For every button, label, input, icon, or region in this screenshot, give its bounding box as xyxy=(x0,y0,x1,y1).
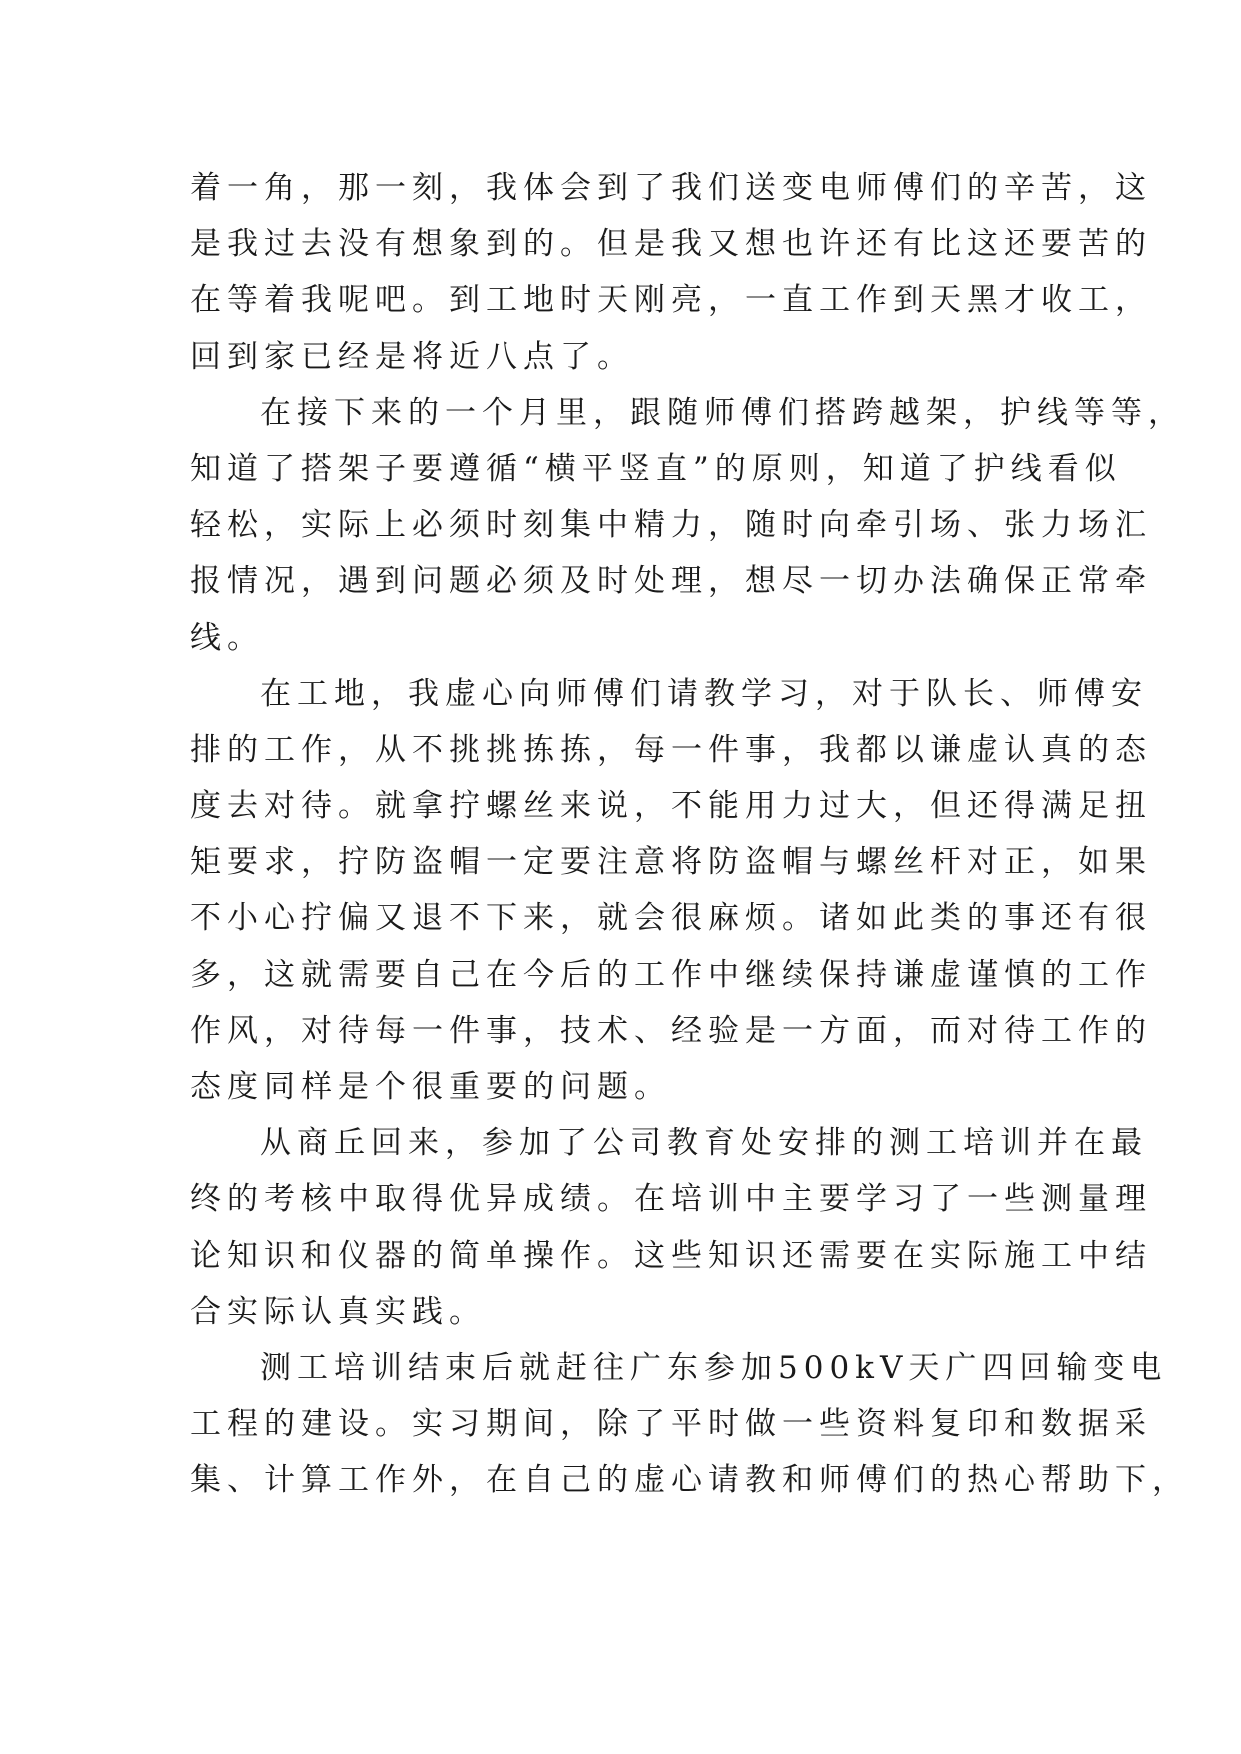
text-line: 合实际认真实践。 xyxy=(190,1293,486,1330)
text-line: 矩要求，拧防盗帽一定要注意将防盗帽与螺丝杆对正，如果 xyxy=(190,844,1152,881)
text-line: 作风，对待每一件事，技术、经验是一方面，而对待工作的 xyxy=(190,1012,1152,1049)
text-line: 着一角，那一刻，我体会到了我们送变电师傅们的辛苦，这 xyxy=(190,170,1152,206)
text-line: 在等着我呢吧。到工地时天刚亮，一直工作到天黑才收工， xyxy=(190,282,1152,319)
text-line: 报情况，遇到问题必须及时处理，想尽一切办法确保正常牵 xyxy=(190,563,1152,600)
text-line: 态度同样是个很重要的问题。 xyxy=(190,1069,671,1105)
paragraph-first-line: 测工培训结束后就赶往广东参加500kV天广四回输变电 xyxy=(260,1349,1168,1386)
text-line: 不小心拧偏又退不下来，就会很麻烦。诸如此类的事还有很 xyxy=(190,900,1152,937)
text-line: 排的工作，从不挑挑拣拣，每一件事，我都以谦虚认真的态 xyxy=(190,731,1152,768)
text-line: 多，这就需要自己在今后的工作中继续保持谦虚谨慎的工作 xyxy=(190,956,1152,993)
text-line: 是我过去没有想象到的。但是我又想也许还有比这还要苦的 xyxy=(190,226,1152,263)
text-line: 知道了搭架子要遵循“横平竖直”的原则，知道了护线看似 xyxy=(190,450,1122,487)
text-line: 终的考核中取得优异成绩。在培训中主要学习了一些测量理 xyxy=(190,1181,1152,1218)
document-body xyxy=(190,160,1189,1509)
text-line: 集、计算工作外，在自己的虚心请教和师傅们的热心帮助下， xyxy=(190,1462,1189,1499)
text-line: 工程的建设。实习期间，除了平时做一些资料复印和数据采 xyxy=(190,1406,1152,1443)
text-line: 回到家已经是将近八点了。 xyxy=(190,338,634,375)
paragraph-first-line: 在工地，我虚心向师傅们请教学习，对于队长、师傅安 xyxy=(260,675,1148,712)
text-line: 度去对待。就拿拧螺丝来说，不能用力过大，但还得满足扭 xyxy=(190,788,1152,825)
text-line: 线。 xyxy=(190,619,264,656)
paragraph-first-line: 在接下来的一个月里，跟随师傅们搭跨越架，护线等等， xyxy=(260,394,1185,431)
text-line: 论知识和仪器的简单操作。这些知识还需要在实际施工中结 xyxy=(190,1237,1152,1274)
paragraph-first-line: 从商丘回来，参加了公司教育处安排的测工培训并在最 xyxy=(260,1125,1148,1162)
text-line: 轻松，实际上必须时刻集中精力，随时向牵引场、张力场汇 xyxy=(190,507,1152,544)
